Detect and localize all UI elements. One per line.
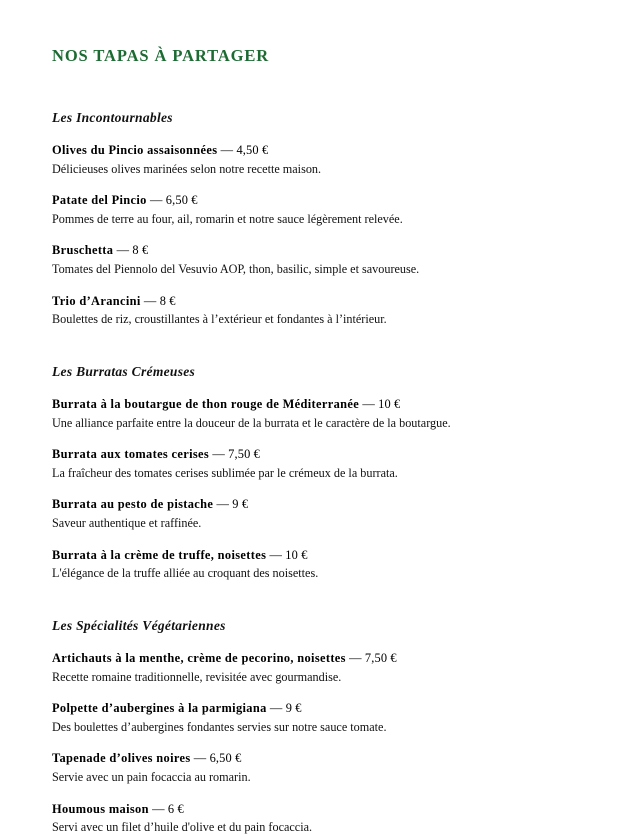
menu-item [52,650,588,685]
menu-item-description: Servi avec un filet d’huile d'olive et du pain focaccia. [52,820,313,835]
menu-item-head [52,650,588,667]
menu-item-head [52,547,588,564]
price-separator: — [212,447,225,462]
price-separator: — [269,547,283,562]
menu-item [52,192,588,227]
menu-item-name: Trio d’Arancini [52,293,141,308]
menu-item-price: 6,50 € [209,751,242,766]
menu-item-head [52,750,588,767]
menu-item-name: Burrata au pesto de pistache [52,497,214,512]
menu-item-price: 6,50 € [165,193,198,208]
section-heading: Les Spécialités Végétariennes [52,617,226,633]
menu-item-description: Des boulettes d’aubergines fondantes servies sur notre sauce tomate. [52,719,387,734]
menu-item-head [52,192,588,209]
menu-item-price: 8 € [159,293,176,308]
menu-item-name: Tapenade d’olives noires [52,751,191,766]
menu-item-head [52,801,588,818]
price-separator: — [116,243,130,258]
price-separator: — [349,650,362,665]
section-heading: Les Incontournables [52,109,173,125]
menu-item-head [52,446,588,463]
menu-item-price: 10 € [378,396,401,411]
menu-item-description: Délicieuses olives marinées selon notre recette maison. [52,161,322,176]
menu-item-price: 6 € [167,801,184,816]
menu-item-description: La fraîcheur des tomates cerises sublimée par le crémeux de la burrata. [52,465,398,480]
menu-item [52,293,588,328]
menu-item-price: 4,50 € [236,142,269,157]
menu-item-name: Bruschetta [52,243,114,258]
price-separator: — [269,701,283,716]
menu-item [52,396,588,431]
price-separator: — [362,396,375,411]
menu-item-description: Saveur authentique et raffinée. [52,516,202,531]
menu-item [52,700,588,735]
menu-item-name: Houmous maison [52,801,149,816]
menu-item [52,801,588,836]
price-separator: — [143,293,157,308]
menu-item-description: Servie avec un pain focaccia au romarin. [52,770,251,785]
price-separator: — [216,497,230,512]
menu-item-head [52,700,588,717]
menu-item [52,142,588,177]
menu-item-price: 7,50 € [364,650,397,665]
menu-section-incontournables [52,110,588,328]
price-separator: — [152,801,165,816]
menu-item-description: Boulettes de riz, croustillantes à l’extérieur et fondantes à l’intérieur. [52,312,387,327]
menu-item-head [52,293,588,310]
menu-item-name: Burrata aux tomates cerises [52,447,210,462]
menu-item [52,446,588,481]
menu-item [52,750,588,785]
menu-item-name: Burrata à la crème de truffe, noisettes [52,547,267,562]
menu-item-name: Artichauts à la menthe, crème de pecorino, noisettes [52,650,346,665]
menu-item-description: Une alliance parfaite entre la douceur de la burrata et le caractère de la boutargue. [52,415,451,430]
menu-section-burratas [52,364,588,582]
section-heading: Les Burratas Crémeuses [52,363,196,379]
price-separator: — [149,193,163,208]
menu-item-name: Olives du Pincio assaisonnées [52,142,218,157]
menu-item-head [52,142,588,159]
menu-item-description: Pommes de terre au four, ail, romarin et notre sauce légèrement relevée. [52,211,403,226]
menu-item [52,496,588,531]
menu-item-name: Patate del Pincio [52,193,147,208]
menu-item-name: Polpette d’aubergines à la parmigiana [52,701,267,716]
menu-item-price: 10 € [285,547,308,562]
menu-section-vegetariennes [52,618,588,836]
menu-item-head [52,242,588,259]
menu-item-price: 9 € [232,497,249,512]
menu-item-head [52,396,588,413]
menu-item-description: Tomates del Piennolo del Vesuvio AOP, thon, basilic, simple et savoureuse. [52,262,420,277]
menu-item [52,242,588,277]
menu-item-head [52,496,588,513]
menu-item [52,547,588,582]
menu-item-price: 7,50 € [228,447,261,462]
menu-item-name: Burrata à la boutargue de thon rouge de Méditerranée [52,396,360,411]
page-title: NOS TAPAS À PARTAGER [52,46,270,65]
menu-item-price: 8 € [132,243,149,258]
price-separator: — [220,142,234,157]
price-separator: — [193,751,207,766]
menu-item-price: 9 € [285,701,302,716]
menu-item-description: Recette romaine traditionnelle, revisitée avec gourmandise. [52,669,342,684]
menu-item-description: L'élégance de la truffe alliée au croquant des noisettes. [52,566,319,581]
